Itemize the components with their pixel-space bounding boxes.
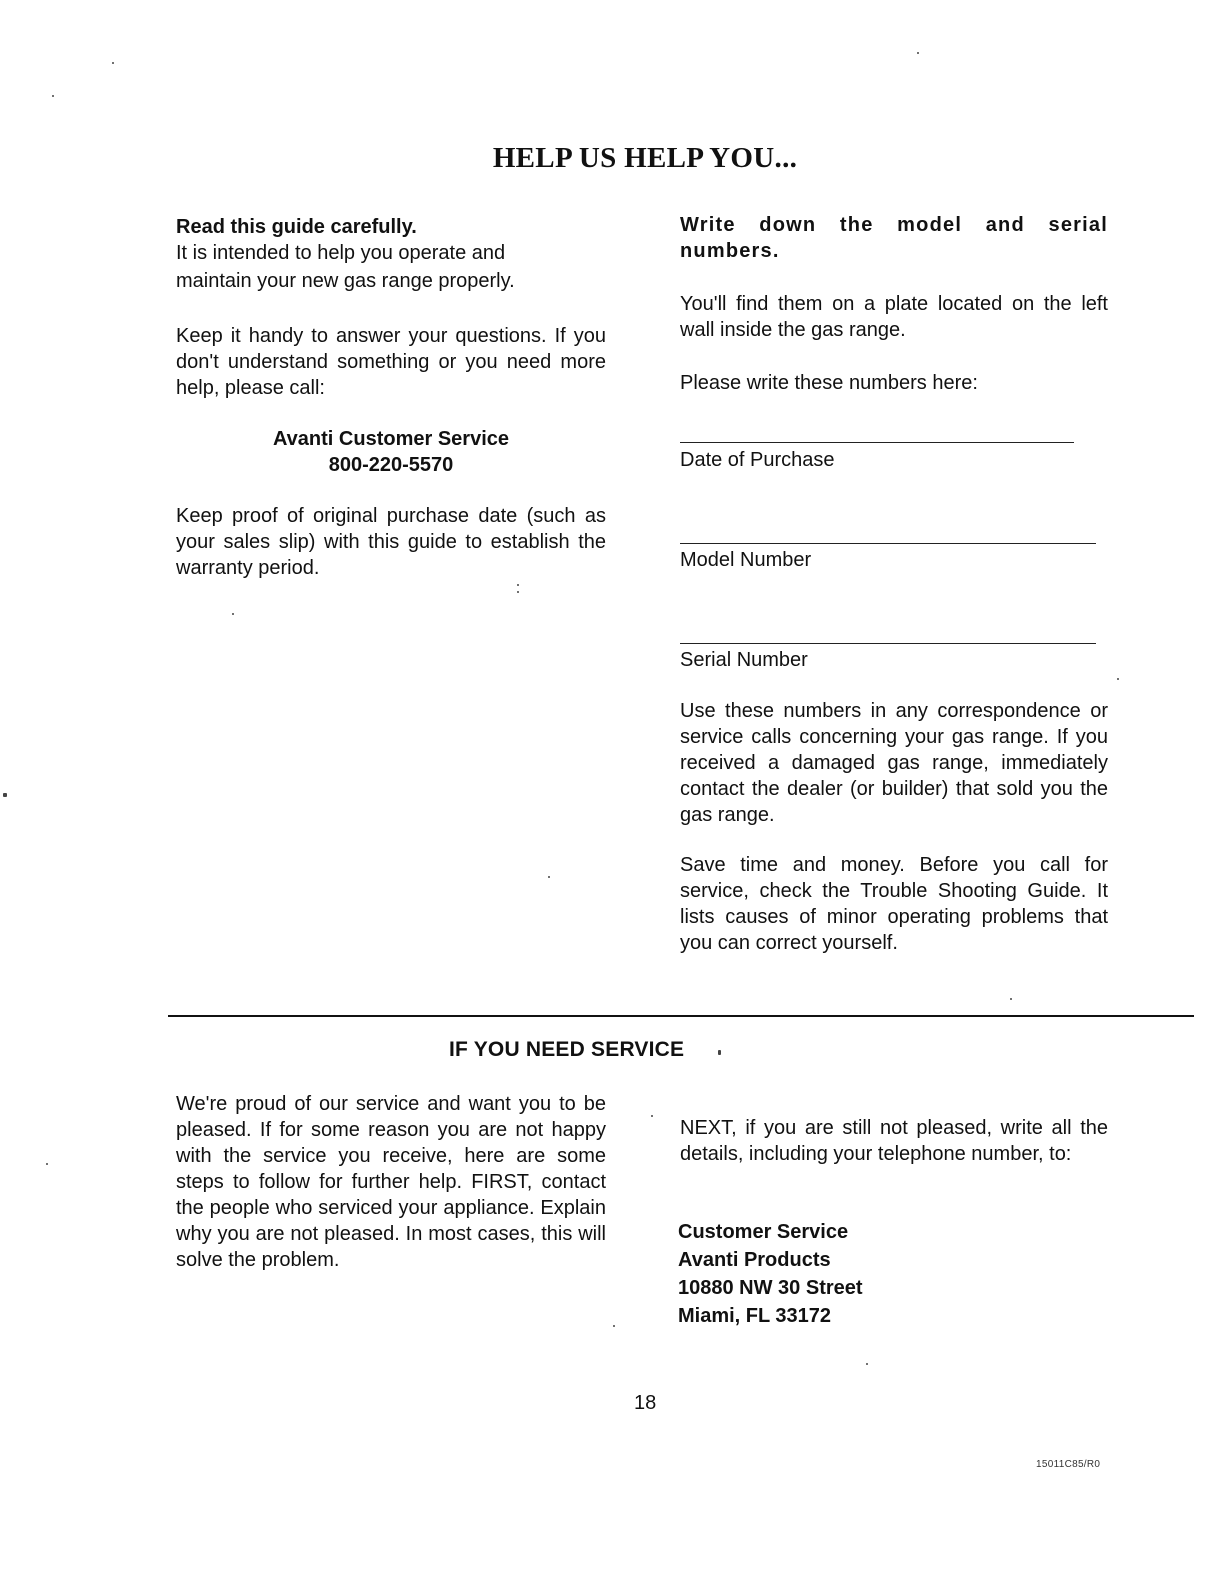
keep-handy-paragraph: Keep it handy to answer your questions. If you don't understand something or you need more help, please call:	[176, 325, 606, 399]
address-line-2: Avanti Products	[678, 1249, 831, 1271]
use-numbers-paragraph: Use these numbers in any correspondence or service calls concerning your gas range. If you received a damaged gas range, immediately contact the dealer (or builder) that sold you the gas range.	[680, 700, 1108, 826]
section-divider	[168, 1015, 1194, 1017]
plate-location-paragraph: You'll find them on a plate located on the left wall inside the gas range.	[680, 293, 1108, 341]
scan-speck	[1010, 998, 1012, 1000]
intro-line-1: It is intended to help you operate and	[176, 242, 506, 264]
scan-speck	[917, 52, 919, 54]
service-section-heading: IF YOU NEED SERVICE	[449, 1038, 685, 1061]
address-line-1: Customer Service	[678, 1221, 849, 1243]
serial-number-blank[interactable]	[680, 643, 1096, 644]
date-of-purchase-blank[interactable]	[680, 442, 1074, 443]
left-column-intro	[176, 214, 606, 294]
scan-speck	[46, 1163, 48, 1165]
mailing-address	[678, 1218, 1108, 1330]
model-number-blank[interactable]	[680, 543, 1096, 544]
scan-speck	[651, 1115, 653, 1117]
read-guide-heading: Read this guide carefully.	[176, 216, 417, 238]
intro-line-2: maintain your new gas range properly.	[176, 270, 515, 292]
serial-number-label: Serial Number	[680, 649, 808, 671]
scan-speck	[517, 591, 519, 593]
page-title: HELP US HELP YOU...	[492, 142, 798, 174]
address-line-3: 10880 NW 30 Street	[678, 1277, 863, 1299]
scan-speck	[3, 793, 7, 797]
scan-speck	[866, 1363, 868, 1365]
address-line-4: Miami, FL 33172	[678, 1305, 832, 1327]
write-numbers-prompt: Please write these numbers here:	[680, 372, 978, 394]
page-number: 18	[634, 1392, 657, 1414]
scan-speck	[232, 613, 234, 615]
scan-speck	[52, 95, 54, 97]
date-of-purchase-label: Date of Purchase	[680, 449, 835, 471]
customer-service-contact	[176, 426, 606, 478]
service-steps-paragraph: We're proud of our service and want you to be pleased. If for some reason you are not happy with the service you receive, here are some steps to follow for further help. FIRST, contact the people who serviced your appliance. Explain why you are not pleased. In most cases, this will solve the problem.	[176, 1093, 606, 1271]
scan-speck	[112, 62, 114, 64]
scan-speck	[517, 584, 519, 586]
scan-speck	[718, 1050, 721, 1055]
document-code: 15011C85/R0	[1036, 1459, 1101, 1470]
scan-speck	[548, 876, 550, 878]
scan-speck	[1117, 678, 1119, 680]
write-down-heading: Write down the model and serial numbers.	[680, 214, 1108, 262]
model-number-label: Model Number	[680, 549, 812, 571]
proof-of-purchase-paragraph: Keep proof of original purchase date (such as your sales slip) with this guide to establish the warranty period.	[176, 505, 606, 579]
next-steps-paragraph: NEXT, if you are still not pleased, write all the details, including your telephone number, to:	[680, 1117, 1108, 1165]
contact-name: Avanti Customer Service	[272, 428, 509, 450]
scan-speck	[613, 1325, 615, 1327]
contact-phone: 800-220-5570	[328, 454, 454, 476]
save-time-paragraph: Save time and money. Before you call for service, check the Trouble Shooting Guide. It lists causes of minor operating problems that you can correct yourself.	[680, 854, 1108, 954]
